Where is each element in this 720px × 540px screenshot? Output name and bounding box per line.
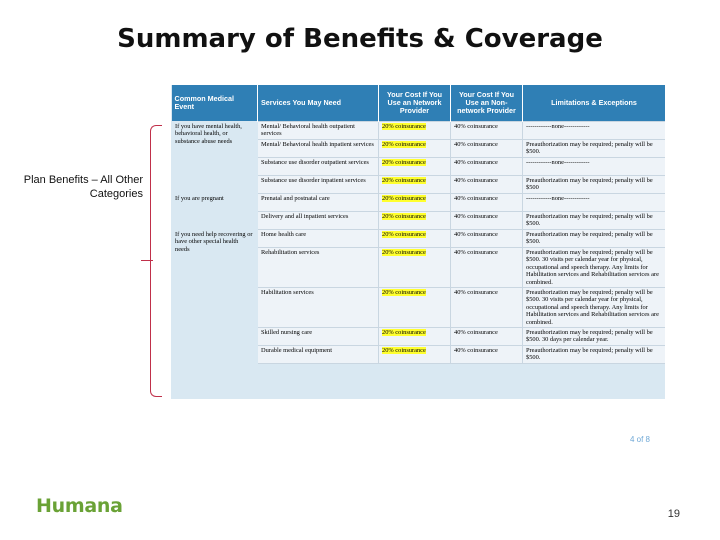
cell-network-cost [379, 288, 451, 328]
humana-logo: Humana [36, 495, 123, 517]
cell-network-cost [379, 212, 451, 230]
cell-service: Delivery and all inpatient services [258, 212, 379, 230]
cell-network-cost [379, 346, 451, 364]
inner-page-number: 4 of 8 [629, 435, 650, 444]
slide-title: Summary of Benefits & Coverage [117, 24, 603, 54]
cell-non-network-cost: 40% coinsurance [451, 212, 523, 230]
cell-limitations: Preauthorization may be required; penalty will be $500 [523, 176, 666, 194]
cell-non-network-cost: 40% coinsurance [451, 346, 523, 364]
cell-service: Mental/ Behavioral health inpatient services [258, 140, 379, 158]
highlighted-coinsurance: 20% coinsurance [382, 347, 426, 355]
side-label: Plan Benefits – All Other Categories [23, 174, 143, 200]
cell-service: Habilitation services [258, 288, 379, 328]
cell-limitations: Preauthorization may be required; penalty will be $500. [523, 212, 666, 230]
highlighted-coinsurance: 20% coinsurance [382, 213, 426, 220]
table-row [172, 122, 666, 140]
cell-non-network-cost: 40% coinsurance [451, 194, 523, 212]
cell-service: Home health care [258, 230, 379, 248]
page-number: 19 [667, 508, 680, 520]
cell-non-network-cost: 40% coinsurance [451, 158, 523, 176]
highlighted-coinsurance: 20% coinsurance [382, 289, 426, 297]
table-row [172, 230, 666, 248]
highlighted-coinsurance: 20% coinsurance [382, 329, 426, 337]
cell-non-network-cost: 40% coinsurance [451, 122, 523, 140]
cell-limitations: ------------none------------ [523, 122, 666, 140]
cell-service: Mental/ Behavioral health outpatient services [258, 122, 379, 140]
cell-non-network-cost: 40% coinsurance [451, 328, 523, 346]
header-limitations: Limitations & Exceptions [523, 85, 666, 122]
highlighted-coinsurance: 20% coinsurance [382, 123, 426, 130]
cell-network-cost [379, 140, 451, 158]
cell-limitations: Preauthorization may be required; penalty will be $500. 30 days per calendar year. [523, 328, 666, 346]
cell-service: Rehabilitation services [258, 248, 379, 288]
benefits-table-image [171, 85, 665, 399]
cell-service: Durable medical equipment [258, 346, 379, 364]
cell-non-network-cost: 40% coinsurance [451, 288, 523, 328]
cell-network-cost [379, 122, 451, 140]
cell-non-network-cost: 40% coinsurance [451, 248, 523, 288]
bracket-shape [150, 125, 162, 397]
cell-limitations: ------------none------------ [523, 194, 666, 212]
cell-service: Skilled nursing care [258, 328, 379, 346]
cell-limitations: ------------none------------ [523, 158, 666, 176]
highlighted-coinsurance: 20% coinsurance [382, 231, 426, 238]
bracket-tick [141, 260, 153, 261]
cell-medical-event: If you are pregnant [172, 194, 258, 230]
cell-network-cost [379, 194, 451, 212]
highlighted-coinsurance: 20% coinsurance [382, 177, 426, 184]
cell-medical-event: If you need help recovering or have other special health needs [172, 230, 258, 364]
header-common-event: Common Medical Event [172, 85, 258, 122]
highlighted-coinsurance: 20% coinsurance [382, 249, 426, 256]
header-non-network-cost: Your Cost If You Use an Non-network Provider [451, 85, 523, 122]
highlighted-coinsurance: 20% coinsurance [382, 141, 426, 148]
cell-limitations: Preauthorization may be required; penalty will be $500. 30 visits per calendar year for physical, occupational and speech therapy. Any limits for Habilitation services and Rehabilitation services are combined. [523, 288, 666, 328]
cell-limitations: Preauthorization may be required; penalty will be $500. 30 visits per calendar year for physical, occupational and speech therapy. Any limits for Habilitation services and Rehabilitation services are combined. [523, 248, 666, 288]
cell-network-cost [379, 230, 451, 248]
header-network-cost: Your Cost If You Use an Network Provider [379, 85, 451, 122]
header-services: Services You May Need [258, 85, 379, 122]
cell-network-cost [379, 248, 451, 288]
highlighted-coinsurance: 20% coinsurance [382, 195, 426, 202]
cell-network-cost [379, 328, 451, 346]
cell-network-cost [379, 176, 451, 194]
cell-network-cost [379, 158, 451, 176]
benefits-table [171, 85, 665, 364]
cell-service: Prenatal and postnatal care [258, 194, 379, 212]
table-row [172, 194, 666, 212]
cell-non-network-cost: 40% coinsurance [451, 230, 523, 248]
cell-limitations: Preauthorization may be required; penalty will be $500. [523, 230, 666, 248]
cell-non-network-cost: 40% coinsurance [451, 140, 523, 158]
cell-limitations: Preauthorization may be required; penalty will be $500. [523, 346, 666, 364]
cell-service: Substance use disorder outpatient services [258, 158, 379, 176]
cell-non-network-cost: 40% coinsurance [451, 176, 523, 194]
highlighted-coinsurance: 20% coinsurance [382, 159, 426, 166]
cell-service: Substance use disorder inpatient services [258, 176, 379, 194]
table-header-row [172, 85, 666, 122]
cell-medical-event: If you have mental health, behavioral health, or substance abuse needs [172, 122, 258, 194]
cell-limitations: Preauthorization may be required; penalty will be $500. [523, 140, 666, 158]
table-body [172, 122, 666, 364]
